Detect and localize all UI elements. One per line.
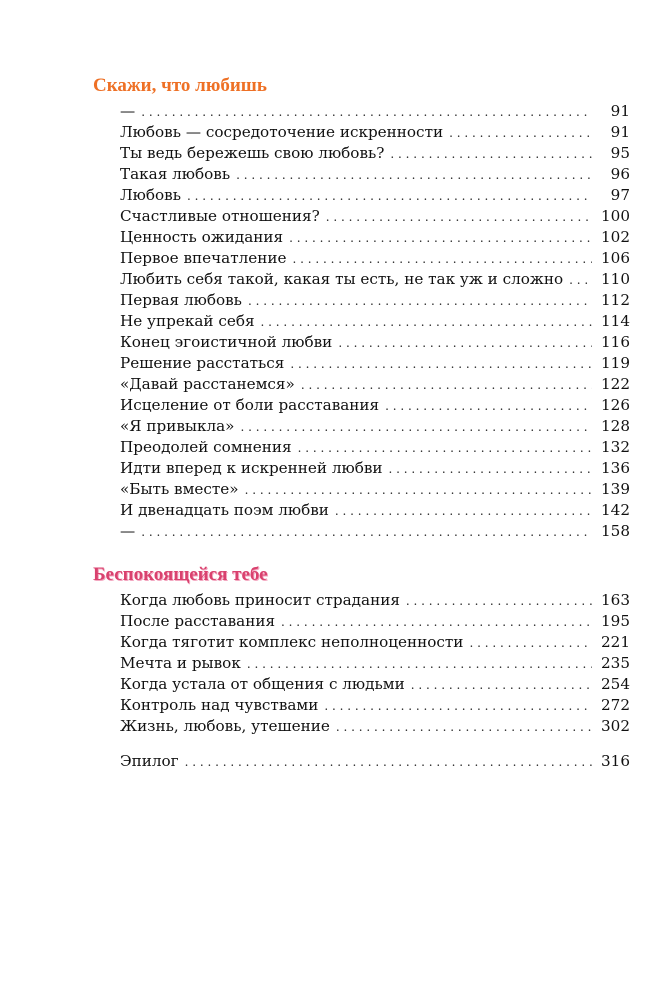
entry-title: — — [120, 522, 136, 540]
entry-page-number: 114 — [601, 312, 630, 330]
entry-title: Когда любовь приносит страдания — [120, 591, 400, 609]
entry-title: «Я привыкла» — [120, 417, 235, 435]
toc-entry[interactable] — [120, 227, 630, 248]
toc-entry[interactable] — [120, 269, 630, 290]
dot-leader — [324, 696, 592, 717]
toc-entry[interactable] — [120, 458, 630, 479]
entry-page-number: 122 — [601, 375, 630, 393]
toc-entry[interactable] — [120, 353, 630, 374]
dot-leader — [385, 396, 592, 417]
entry-title: Ты ведь бережешь свою любовь? — [120, 144, 385, 162]
dot-leader — [449, 123, 592, 144]
entry-page-number: 158 — [601, 522, 630, 540]
entry-title: Первое впечатление — [120, 249, 287, 267]
dot-leader — [301, 375, 592, 396]
toc-entry[interactable] — [120, 143, 630, 164]
section-title: Скажи, что любишь — [93, 75, 267, 96]
entry-title: «Давай расстанемся» — [120, 375, 295, 393]
toc-entry[interactable] — [120, 101, 630, 122]
entry-page-number: 110 — [601, 270, 630, 288]
toc-entry[interactable] — [120, 479, 630, 500]
toc-entry[interactable] — [120, 716, 630, 737]
entry-page-number: 116 — [601, 333, 630, 351]
entry-title: Не упрекай себя — [120, 312, 255, 330]
dot-leader — [141, 522, 592, 543]
entry-title: Ценность ожидания — [120, 228, 284, 246]
toc-entry[interactable] — [120, 695, 630, 716]
dot-leader — [261, 312, 592, 333]
entry-title: После расставания — [120, 612, 276, 630]
entry-page-number: 91 — [610, 123, 630, 141]
entry-page-number: 96 — [610, 165, 630, 183]
entry-title: Преодолей сомнения — [120, 438, 292, 456]
section-title: Беспокоящейся тебе — [93, 564, 268, 585]
dot-leader — [290, 354, 592, 375]
dot-leader — [411, 675, 592, 696]
entry-title: Жизнь, любовь, утешение — [120, 717, 330, 735]
toc-epilogue — [120, 751, 630, 772]
entry-page-number: 112 — [601, 291, 630, 309]
dot-leader — [236, 165, 592, 186]
toc-entry[interactable] — [120, 653, 630, 674]
entry-title: Контроль над чувствами — [120, 696, 319, 714]
entry-title: Любить себя такой, какая ты есть, не так уж и сложно — [120, 270, 564, 288]
toc-entry[interactable] — [120, 290, 630, 311]
entry-title: Эпилог — [120, 752, 179, 770]
dot-leader — [338, 333, 592, 354]
entry-page-number: 132 — [601, 438, 630, 456]
entry-page-number: 254 — [601, 675, 630, 693]
toc-entry[interactable] — [120, 611, 630, 632]
entry-page-number: 97 — [610, 186, 630, 204]
toc-entry[interactable] — [120, 437, 630, 458]
entry-title: И двенадцать поэм любви — [120, 501, 329, 519]
dot-leader — [335, 501, 592, 522]
entry-page-number: 100 — [601, 207, 630, 225]
entry-title: Идти вперед к искренней любви — [120, 459, 383, 477]
entry-title: Первая любовь — [120, 291, 242, 309]
entry-title: Конец эгоистичной любви — [120, 333, 333, 351]
entry-page-number: 235 — [601, 654, 630, 672]
entry-page-number: 316 — [601, 752, 630, 770]
entry-title: «Быть вместе» — [120, 480, 239, 498]
dot-leader — [289, 228, 592, 249]
entry-page-number: 95 — [610, 144, 630, 162]
entry-page-number: 272 — [601, 696, 630, 714]
entry-page-number: 195 — [601, 612, 630, 630]
entry-page-number: 302 — [601, 717, 630, 735]
dot-leader — [326, 207, 592, 228]
toc-entry[interactable] — [120, 185, 630, 206]
entry-page-number: 119 — [601, 354, 630, 372]
toc-entry[interactable] — [120, 374, 630, 395]
toc-entry[interactable] — [120, 122, 630, 143]
dot-leader — [336, 717, 592, 738]
entry-title: Исцеление от боли расставания — [120, 396, 380, 414]
toc-entry-epilogue[interactable] — [120, 751, 630, 772]
dot-leader — [245, 480, 592, 501]
entry-title: Когда тяготит комплекс неполноценности — [120, 633, 464, 651]
toc-entry[interactable] — [120, 311, 630, 332]
entry-page-number: 142 — [601, 501, 630, 519]
toc-entry[interactable] — [120, 590, 630, 611]
entry-title: — — [120, 102, 136, 120]
dot-leader — [240, 417, 592, 438]
toc-entry[interactable] — [120, 416, 630, 437]
entry-page-number: 136 — [601, 459, 630, 477]
entry-page-number: 221 — [601, 633, 630, 651]
dot-leader — [248, 291, 592, 312]
dot-leader — [293, 249, 593, 270]
entry-page-number: 128 — [601, 417, 630, 435]
entry-page-number: 163 — [601, 591, 630, 609]
dot-leader — [247, 654, 592, 675]
entry-title: Любовь — [120, 186, 182, 204]
entry-title: Когда устала от общения с людьми — [120, 675, 405, 693]
toc-section-1 — [120, 101, 630, 542]
toc-entry[interactable] — [120, 206, 630, 227]
entry-page-number: 102 — [601, 228, 630, 246]
dot-leader — [141, 102, 592, 123]
entry-title: Любовь — сосредоточение искренности — [120, 123, 444, 141]
dot-leader — [390, 144, 592, 165]
toc-entry[interactable] — [120, 521, 630, 542]
toc-entry[interactable] — [120, 164, 630, 185]
dot-leader — [281, 612, 592, 633]
dot-leader — [389, 459, 592, 480]
toc-entry[interactable] — [120, 395, 630, 416]
toc-entry[interactable] — [120, 500, 630, 521]
entry-title: Счастливые отношения? — [120, 207, 320, 225]
dot-leader — [569, 270, 592, 291]
dot-leader — [185, 752, 592, 773]
toc-entry[interactable] — [120, 632, 630, 653]
dot-leader — [298, 438, 592, 459]
entry-page-number: 126 — [601, 396, 630, 414]
dot-leader — [187, 186, 592, 207]
toc-entry[interactable] — [120, 674, 630, 695]
entry-page-number: 139 — [601, 480, 630, 498]
dot-leader — [469, 633, 592, 654]
toc-entry[interactable] — [120, 332, 630, 353]
toc-section-2 — [120, 590, 630, 737]
entry-page-number: 91 — [610, 102, 630, 120]
entry-title: Такая любовь — [120, 165, 231, 183]
entry-title: Мечта и рывок — [120, 654, 241, 672]
dot-leader — [406, 591, 592, 612]
entry-page-number: 106 — [601, 249, 630, 267]
entry-title: Решение расстаться — [120, 354, 285, 372]
toc-entry[interactable] — [120, 248, 630, 269]
